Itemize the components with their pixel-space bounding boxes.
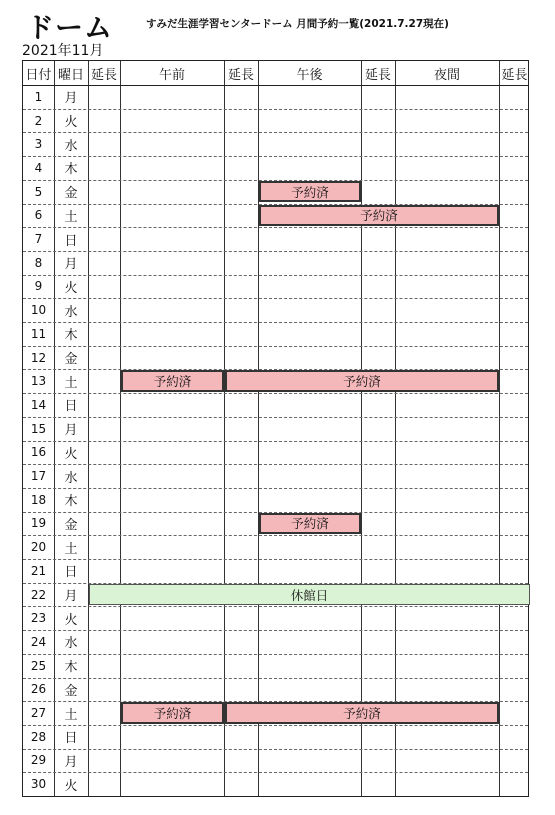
reservation-bar: 予約済 [121, 370, 224, 392]
row-divider [23, 346, 528, 347]
day-cell: 23 [30, 611, 47, 626]
closed-day-bar: 休館日 [89, 584, 530, 606]
header-3: 午前 [158, 67, 185, 83]
header-1: 曜日 [57, 67, 84, 83]
row-divider [23, 559, 528, 560]
header-0: 日付 [25, 67, 52, 83]
weekday-cell: 土 [64, 541, 78, 557]
header-7: 夜間 [433, 67, 460, 83]
day-cell: 28 [30, 729, 47, 744]
weekday-cell: 金 [64, 683, 78, 699]
weekday-cell: 金 [64, 186, 78, 202]
header-2: 延長 [90, 67, 117, 83]
day-cell: 8 [34, 255, 43, 270]
weekday-cell: 木 [64, 328, 78, 344]
weekday-cell: 日 [64, 399, 78, 415]
page-title: ドーム [26, 11, 114, 44]
day-cell: 9 [34, 279, 43, 294]
row-divider [23, 251, 528, 252]
row-divider [23, 749, 528, 750]
column-divider [88, 61, 89, 796]
weekday-cell: 火 [64, 446, 78, 462]
day-cell: 29 [30, 753, 47, 768]
column-divider [120, 61, 121, 796]
reservation-bar: 予約済 [259, 205, 499, 227]
weekday-cell: 火 [64, 778, 78, 794]
row-divider [23, 109, 528, 110]
weekday-cell: 木 [64, 494, 78, 510]
reservation-bar: 予約済 [259, 513, 361, 535]
weekday-cell: 月 [64, 91, 78, 107]
weekday-cell: 木 [64, 162, 78, 178]
reservation-bar: 予約済 [259, 181, 361, 203]
column-divider [224, 61, 225, 796]
row-divider [23, 535, 528, 536]
day-cell: 1 [34, 89, 43, 104]
row-divider [23, 606, 528, 607]
reservation-bar: 予約済 [225, 370, 499, 392]
day-cell: 5 [34, 184, 43, 199]
column-divider [395, 61, 396, 796]
day-cell: 12 [30, 350, 47, 365]
weekday-cell: 月 [64, 754, 78, 770]
weekday-cell: 火 [64, 280, 78, 296]
day-cell: 30 [30, 777, 47, 792]
weekday-cell: 日 [64, 731, 78, 747]
page-subtitle: すみだ生涯学習センタードーム 月間予約一覧(2021.7.27現在) [146, 18, 449, 30]
weekday-cell: 水 [64, 636, 78, 652]
day-cell: 13 [30, 374, 47, 389]
row-divider [23, 772, 528, 773]
day-cell: 21 [30, 563, 47, 578]
row-divider [23, 393, 528, 394]
weekday-cell: 水 [64, 470, 78, 486]
day-cell: 17 [30, 469, 47, 484]
month-label: 2021年11月 [22, 43, 104, 59]
day-cell: 6 [34, 208, 43, 223]
column-divider [361, 61, 362, 796]
row-divider [23, 464, 528, 465]
row-divider [23, 725, 528, 726]
day-cell: 11 [30, 326, 47, 341]
weekday-cell: 金 [64, 352, 78, 368]
row-divider [23, 678, 528, 679]
day-cell: 18 [30, 492, 47, 507]
weekday-cell: 木 [64, 660, 78, 676]
day-cell: 10 [30, 303, 47, 318]
row-divider [23, 227, 528, 228]
weekday-cell: 金 [64, 517, 78, 533]
weekday-cell: 水 [64, 304, 78, 320]
row-divider [23, 630, 528, 631]
day-cell: 3 [34, 137, 43, 152]
row-divider [23, 417, 528, 418]
weekday-cell: 月 [64, 589, 78, 605]
day-cell: 27 [30, 706, 47, 721]
weekday-cell: 月 [64, 257, 78, 273]
weekday-cell: 水 [64, 138, 78, 154]
day-cell: 14 [30, 397, 47, 412]
day-cell: 20 [30, 540, 47, 555]
header-8: 延長 [501, 67, 528, 83]
weekday-cell: 火 [64, 612, 78, 628]
header-4: 延長 [227, 67, 254, 83]
row-divider [23, 275, 528, 276]
day-cell: 2 [34, 113, 43, 128]
day-cell: 15 [30, 421, 47, 436]
day-cell: 19 [30, 516, 47, 531]
row-divider [23, 298, 528, 299]
day-cell: 4 [34, 160, 43, 175]
weekday-cell: 土 [64, 209, 78, 225]
row-divider [23, 441, 528, 442]
weekday-cell: 土 [64, 375, 78, 391]
header-5: 午後 [296, 67, 323, 83]
column-divider [499, 61, 500, 796]
day-cell: 7 [34, 232, 43, 247]
row-divider [23, 488, 528, 489]
header-divider [23, 85, 528, 86]
row-divider [23, 156, 528, 157]
column-divider [258, 61, 259, 796]
reservation-bar: 予約済 [121, 702, 224, 724]
row-divider [23, 654, 528, 655]
weekday-cell: 火 [64, 115, 78, 131]
day-cell: 16 [30, 445, 47, 460]
day-cell: 25 [30, 658, 47, 673]
day-cell: 26 [30, 682, 47, 697]
reservation-bar: 予約済 [225, 702, 499, 724]
row-divider [23, 322, 528, 323]
weekday-cell: 日 [64, 233, 78, 249]
reservation-table [22, 60, 529, 797]
weekday-cell: 日 [64, 565, 78, 581]
row-divider [23, 132, 528, 133]
weekday-cell: 月 [64, 423, 78, 439]
weekday-cell: 土 [64, 707, 78, 723]
day-cell: 24 [30, 634, 47, 649]
header-6: 延長 [364, 67, 391, 83]
day-cell: 22 [30, 587, 47, 602]
